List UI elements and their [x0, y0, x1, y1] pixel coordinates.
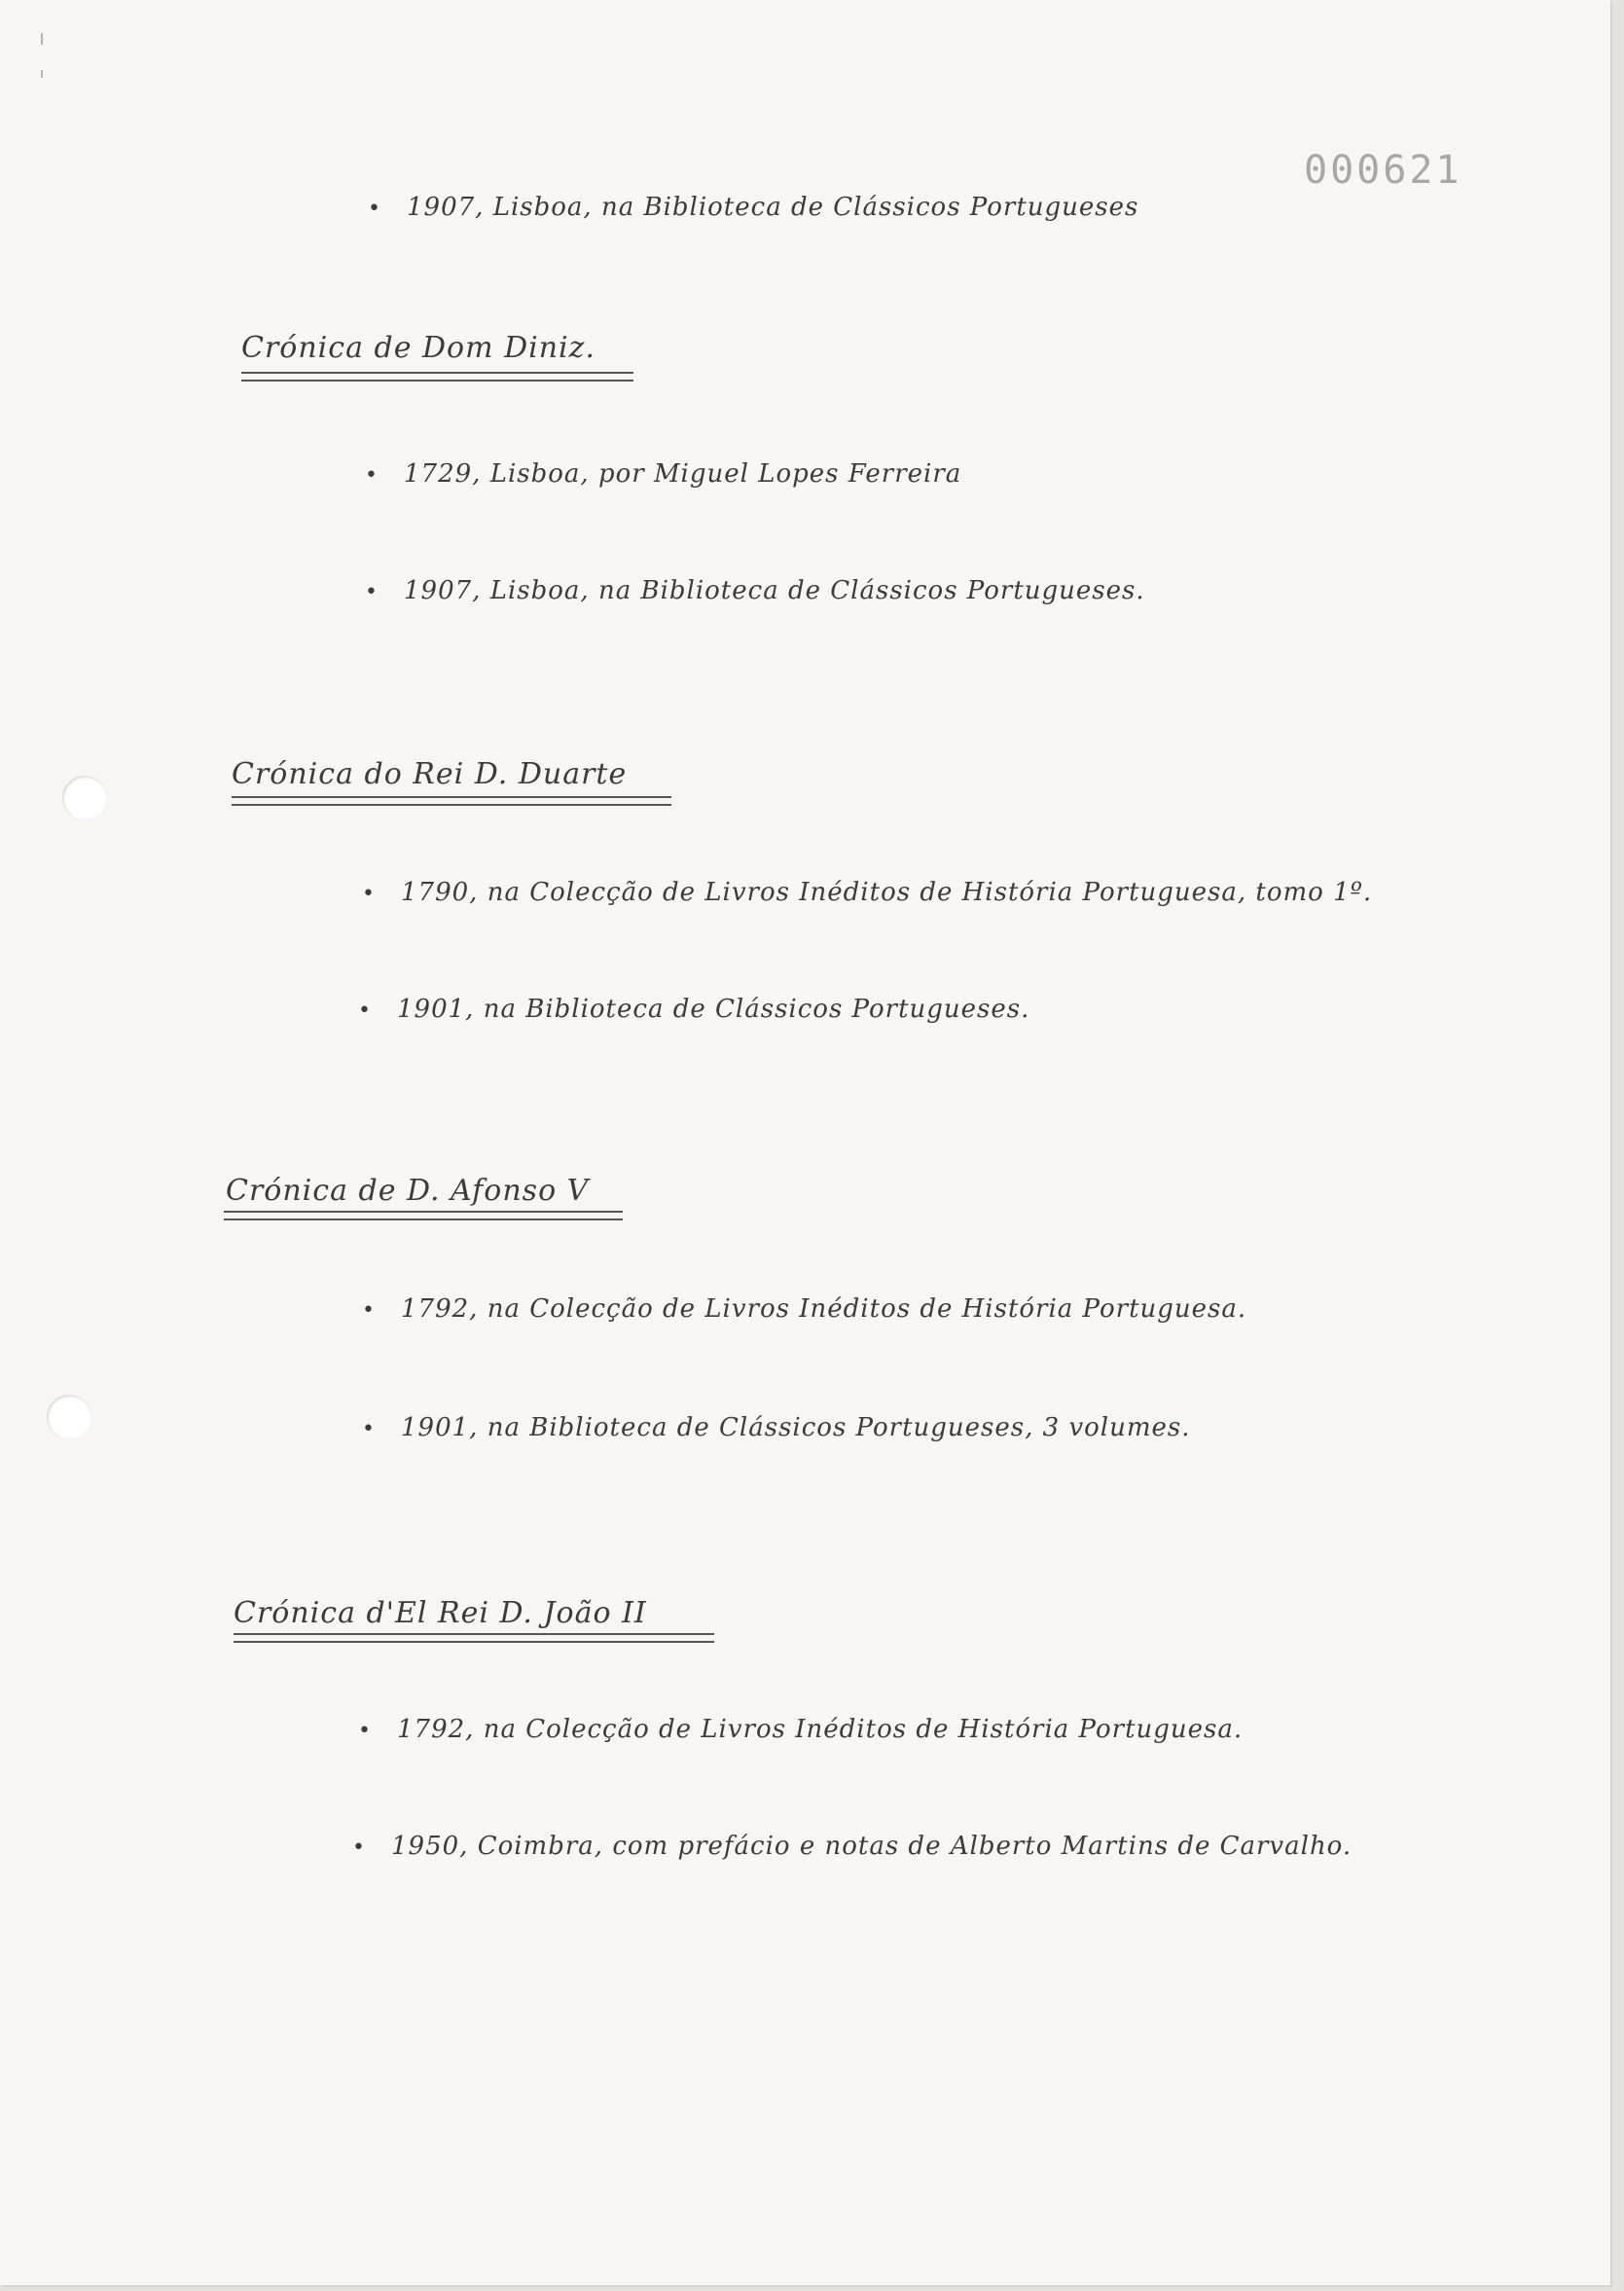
list-item: [365, 576, 1145, 605]
entry-text: 1901, na Biblioteca de Clássicos Portugueses.: [397, 995, 1030, 1024]
bullet-icon: •: [362, 1417, 376, 1441]
entry-text: 1792, na Colecção de Livros Inéditos de História Portuguesa.: [401, 1294, 1247, 1324]
archive-number-stamp: 000621: [1304, 148, 1462, 193]
section-title: Crónica de Dom Diniz.: [241, 331, 595, 365]
entry-text: 1901, na Biblioteca de Clássicos Portugueses, 3 volumes.: [401, 1413, 1191, 1442]
bullet-icon: •: [358, 1719, 372, 1743]
bullet-icon: •: [352, 1836, 366, 1860]
punch-hole: [62, 776, 107, 820]
entry-text: 1907, Lisboa, na Biblioteca de Clássicos Portugueses.: [404, 576, 1145, 605]
bullet-icon: •: [362, 1298, 376, 1323]
list-item: [368, 193, 1138, 222]
bullet-icon: •: [368, 197, 381, 221]
list-item: [352, 1832, 1352, 1861]
section-title: Crónica d'El Rei D. João II: [234, 1596, 647, 1630]
double-underline: [241, 372, 633, 382]
list-item: [358, 1715, 1243, 1744]
double-underline: [232, 796, 671, 806]
bullet-icon: •: [362, 882, 376, 906]
punch-hole: [47, 1395, 91, 1439]
entry-text: 1729, Lisboa, por Miguel Lopes Ferreira: [404, 459, 962, 489]
list-item: [362, 878, 1372, 907]
double-underline: [234, 1633, 714, 1643]
list-item: [362, 1294, 1246, 1324]
double-underline: [224, 1211, 623, 1220]
list-item: [358, 995, 1029, 1024]
section-title: Crónica de D. Afonso V: [226, 1174, 590, 1208]
list-item: [362, 1413, 1191, 1442]
margin-mark: [41, 70, 43, 78]
list-item: [365, 459, 961, 489]
entry-text: 1790, na Colecção de Livros Inéditos de História Portuguesa, tomo 1º.: [401, 878, 1373, 907]
margin-mark: [41, 33, 43, 45]
bullet-icon: •: [358, 999, 372, 1023]
bullet-icon: •: [365, 463, 379, 488]
bullet-icon: •: [365, 580, 379, 604]
entry-text: 1792, na Colecção de Livros Inéditos de História Portuguesa.: [397, 1715, 1244, 1744]
section-title: Crónica do Rei D. Duarte: [232, 757, 628, 791]
entry-text: 1907, Lisboa, na Biblioteca de Clássicos Portugueses: [407, 193, 1139, 222]
entry-text: 1950, Coimbra, com prefácio e notas de Alberto Martins de Carvalho.: [391, 1832, 1353, 1861]
